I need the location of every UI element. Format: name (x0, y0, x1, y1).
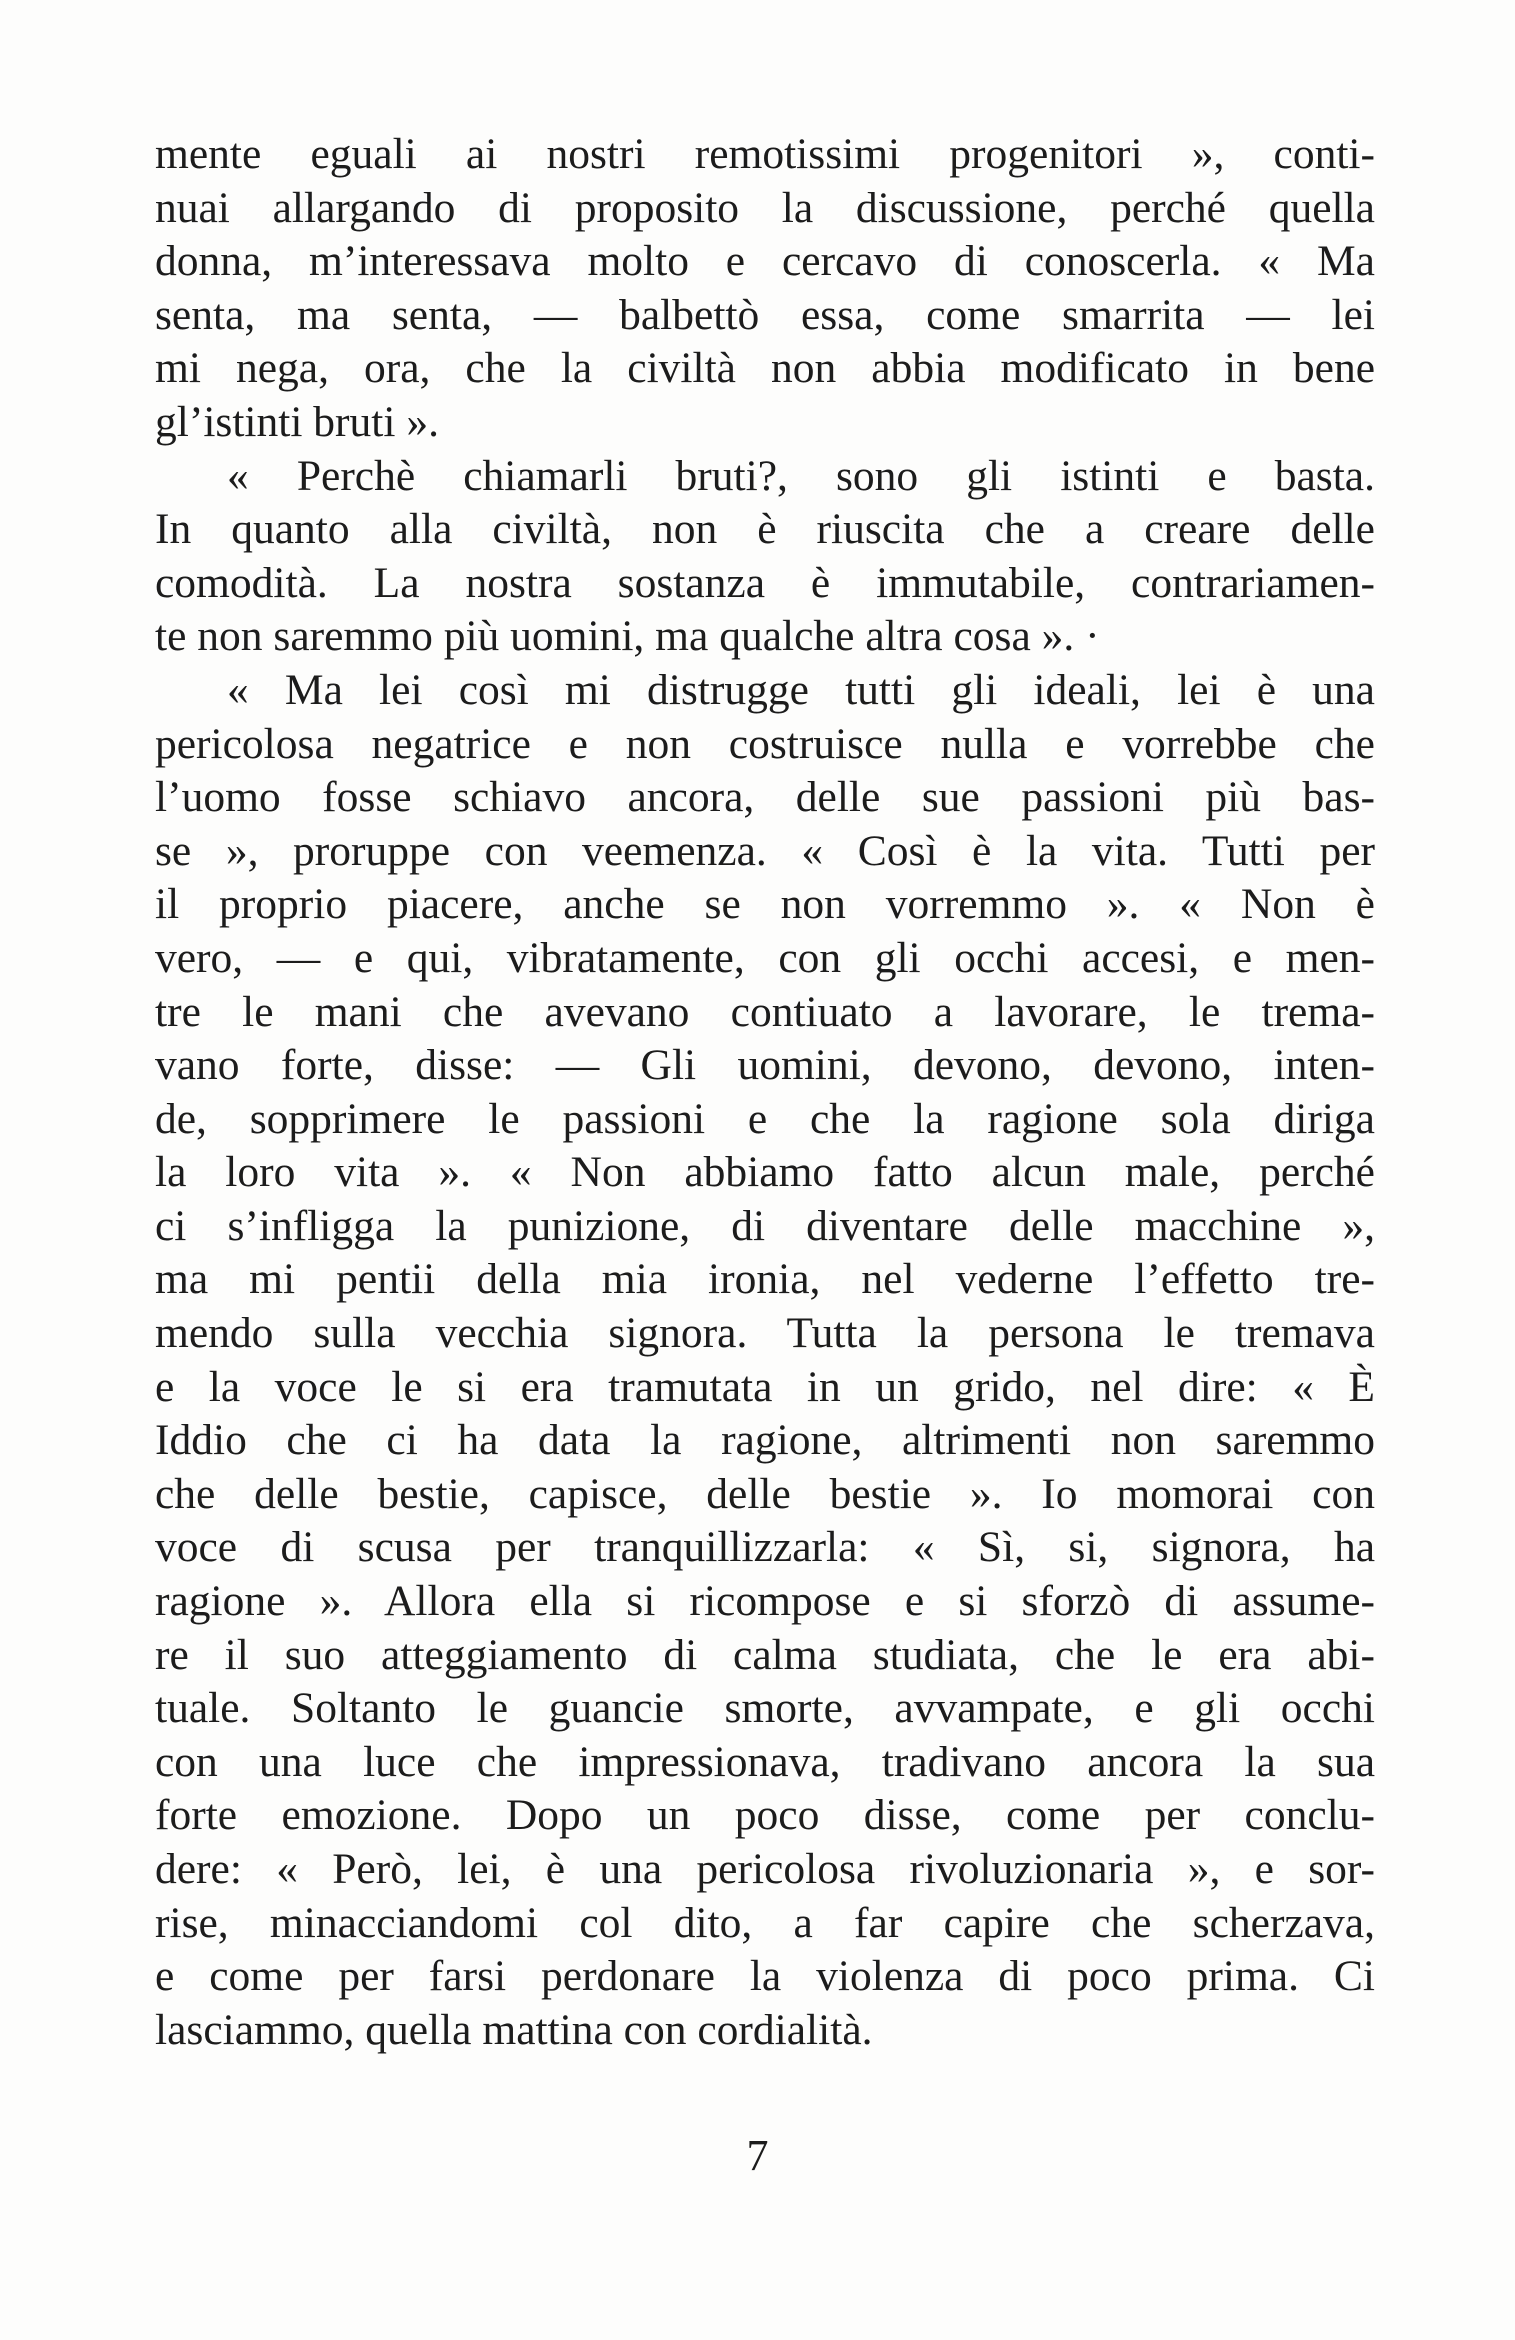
text-line: il proprio piacere, anche se non vorremmo ». « Non è (155, 880, 1375, 929)
text-line: la loro vita ». « Non abbiamo fatto alcun male, perché (155, 1148, 1375, 1197)
text-line: e la voce le si era tramutata in un grido, nel dire: « È (155, 1362, 1375, 1411)
text-line: con una luce che impressionava, tradivano ancora la sua (155, 1737, 1375, 1786)
text-line: re il suo atteggiamento di calma studiata, che le era abi- (155, 1630, 1375, 1679)
text-line: vano forte, disse: — Gli uomini, devono, devono, inten- (155, 1041, 1375, 1090)
text-line: dere: « Però, lei, è una pericolosa rivoluzionaria », e sor- (155, 1845, 1375, 1893)
text-line: comodità. La nostra sostanza è immutabile, contrariamen- (155, 558, 1375, 607)
text-line: ragione ». Allora ella si ricompose e si sforzò di assume- (155, 1577, 1375, 1626)
text-line: gl’istinti bruti ». (155, 397, 439, 446)
text-line: mi nega, ora, che la civiltà non abbia modificato in bene (155, 344, 1375, 393)
text-line: pericolosa negatrice e non costruisce nulla e vorrebbe che (155, 719, 1375, 768)
text-line: tre le mani che avevano contiuato a lavorare, le trema- (155, 987, 1375, 1036)
text-line: voce di scusa per tranquillizzarla: « Sì, si, signora, ha (155, 1523, 1375, 1572)
text-line: donna, m’interessava molto e cercavo di conoscerla. « Ma (155, 237, 1375, 286)
text-line: tuale. Soltanto le guancie smorte, avvampate, e gli occhi (155, 1684, 1375, 1733)
text-line: mente eguali ai nostri remotissimi progenitori », conti- (155, 130, 1375, 178)
text-line: se », proruppe con veemenza. « Così è la vita. Tutti per (155, 826, 1375, 875)
text-line: rise, minacciandomi col dito, a far capire che scherzava, (155, 1898, 1375, 1947)
text-line: e come per farsi perdonare la violenza di poco prima. Ci (155, 1952, 1375, 2001)
text-line: « Perchè chiamarli bruti?, sono gli istinti e basta. (227, 451, 1375, 500)
text-line: « Ma lei così mi distrugge tutti gli ideali, lei è una (227, 665, 1375, 714)
text-line: mendo sulla vecchia signora. Tutta la persona le tremava (155, 1309, 1375, 1358)
text-line: In quanto alla civiltà, non è riuscita che a creare delle (155, 505, 1375, 554)
text-line: te non saremmo più uomini, ma qualche altra cosa ». · (155, 612, 1100, 661)
text-line: Iddio che ci ha data la ragione, altrimenti non saremmo (155, 1416, 1375, 1465)
text-line: de, sopprimere le passioni e che la ragione sola diriga (155, 1094, 1375, 1143)
text-line: lasciammo, quella mattina con cordialità. (155, 2005, 873, 2054)
body-text (155, 128, 1375, 2057)
text-line: ma mi pentii della mia ironia, nel vederne l’effetto tre- (155, 1255, 1375, 1304)
text-line: vero, — e qui, vibratamente, con gli occhi accesi, e men- (155, 933, 1375, 982)
text-line: nuai allargando di proposito la discussione, perché quella (155, 183, 1375, 232)
text-line: l’uomo fosse schiavo ancora, delle sue passioni più bas- (155, 773, 1375, 822)
text-line: senta, ma senta, — balbettò essa, come smarrita — lei (155, 290, 1375, 339)
text-line: ci s’infligga la punizione, di diventare delle macchine », (155, 1201, 1375, 1250)
text-line: che delle bestie, capisce, delle bestie ». Io momorai con (155, 1469, 1375, 1518)
text-line: forte emozione. Dopo un poco disse, come per conclu- (155, 1791, 1375, 1840)
page-number: 7 (746, 2131, 769, 2180)
